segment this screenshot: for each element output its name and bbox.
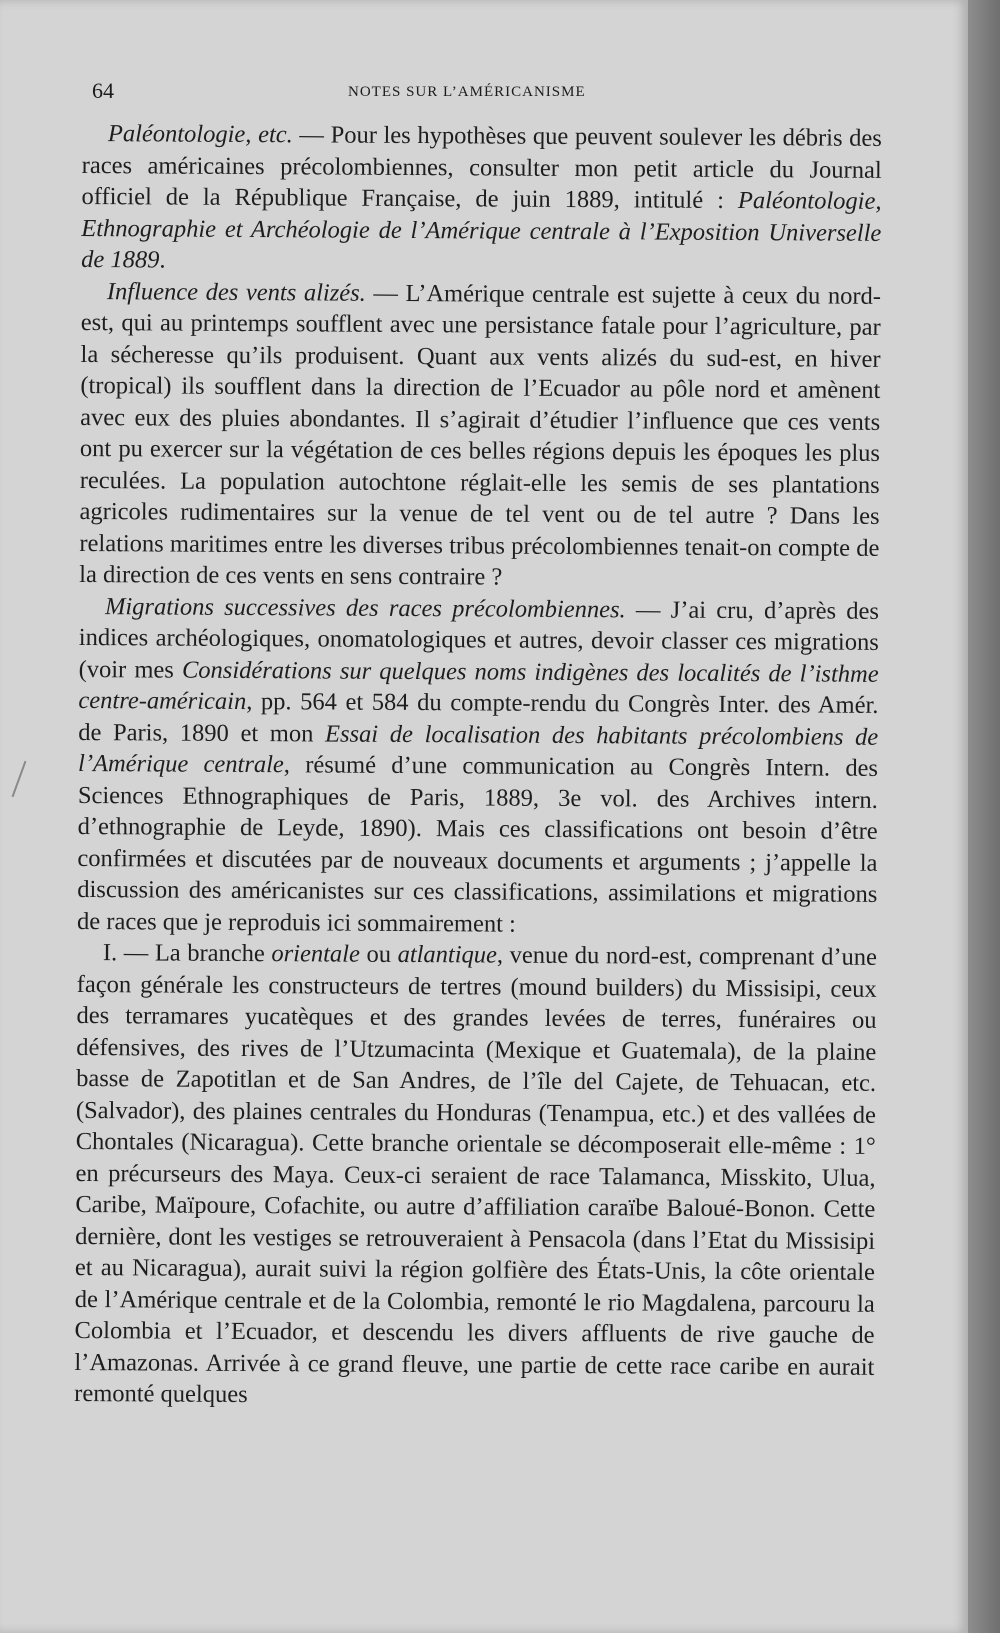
- paragraph-text: , résumé d’une communication au Congrès Intern. des Sciences Ethnographiques de Paris, 1889, 3e vol. des Archives intern. d’ethnographie de Leyde, 1890). Mais ces classifications ont besoin d’être confirmées et discutées par de nouveaux documents et arguments ; j’appelle la discussion des américanistes sur ces classifications, assimilations et migrations de races que je reproduis ici sommairement :: [77, 751, 879, 938]
- paragraph-migrations: [77, 590, 879, 941]
- paragraph-paleontologie: [81, 118, 882, 280]
- paragraph-text: ou: [359, 940, 398, 968]
- work-title: Paléontologie, Ethnographie et Archéologie de l’Amérique centrale à l’Exposition Universelle de 1889: [81, 187, 882, 274]
- body-text: [74, 118, 882, 1414]
- paragraph-heading: Migrations successives des races précolombiennes.: [104, 592, 626, 623]
- paragraph-heading: Paléontologie, etc.: [107, 120, 293, 149]
- work-title: Considérations sur quelques noms indigènes des localités de l’isthme centre-américain: [78, 656, 879, 716]
- paragraph-heading: Influence des vents alizés.: [106, 277, 366, 307]
- emphasis-term: orientale: [271, 940, 360, 968]
- running-head: NOTES SUR L’AMÉRICANISME: [348, 84, 586, 100]
- paragraph-text: , pp. 564 et 584 du compte-rendu du Congrès Inter. des Amér. de Paris, 1890 et mon: [78, 688, 879, 747]
- margin-mark: [12, 761, 27, 797]
- paragraph-text: .: [159, 246, 166, 274]
- page-number: 64: [92, 78, 114, 103]
- paragraph-text: — L’Amérique centrale est sujette à ceux du nord-est, qui au printemps soufflent avec une persistance fatale pour l’agriculture, par la sécheresse qu’ils produisent. Quant aux vents alizés du sud-est, en hiver (tropical) ils soufflent dans la direction de l’Ecuador au pôle nord et amènent avec eux des pluies abondantes. Il s’agirait d’étudier l’influence que ces vents ont pu exercer sur la végétation de ces belles régions depuis les époques les plus reculées. La population autochtone réglait-elle les semis de ses plantations agricoles rudimentaires sur la venue de tel vent ou de tel autre ? Dans les relations maritimes entre les diverses tribus précolombiennes tenait-on compte de la direction de ces vents en sens contraire ?: [79, 279, 882, 591]
- paragraph-text: , venue du nord-est, comprenant d’une façon générale les constructeurs de tertres (mound builders) du Missisipi, ceux des terramares yucatèques et des grandes levées de terres, funéraires ou défensives, des rives de l’Utzumacinta (Mexique et Guatemala), de la plaine basse de Zapotitlan et de San Andres, de l’île del Cajete, de Tehuacan, etc. (Salvador), des plaines centrales du Honduras (Tenampua, etc.) et des vallées de Chontales (Nicaragua). Cette branche orientale se décomposerait elle-même : 1° en précurseurs des Maya. Ceux-ci seraient de race Talamanca, Misskito, Ulua, Caribe, Maïpoure, Cofachite, ou autre d’affiliation caraïbe Baloué-Bonon. Cette dernière, dont les vestiges se retrouveraient à Pensacola (dans l’Etat du Missisipi et au Nicaragua), aurait suivi la région golfière des États-Unis, la côte orientale de l’Amérique centrale et de la Colombia, remonté le rio Magdalena, parcouru la Colombia et l’Ecuador, et descendu les divers affluents de rive gauche de l’Amazonas. Arrivée à ce grand fleuve, une partie de cette race caribe en aurait remonté quelques: [74, 941, 877, 1409]
- emphasis-term: atlantique: [397, 940, 498, 969]
- page-header: [86, 78, 886, 106]
- work-title: Essai de localisation des habitants précolombiens de l’Amérique centrale: [77, 719, 879, 779]
- paragraph-text: I. — La branche: [102, 939, 272, 968]
- page-spine-shadow: [968, 0, 1000, 1633]
- paragraph-branche-orientale: [74, 937, 877, 1414]
- paragraph-text: — Pour les hypothèses que peuvent soulever les débris des races américaines précolombiennes, consulter mon petit article du Journal officiel de la République Française, de juin 1889, intitulé :: [81, 121, 882, 215]
- paragraph-text: — J’ai cru, d’après des indices archéologiques, onomatologiques et autres, devoir classer ces migrations (voir mes: [78, 595, 880, 684]
- paragraph-vents-alizes: [79, 275, 881, 595]
